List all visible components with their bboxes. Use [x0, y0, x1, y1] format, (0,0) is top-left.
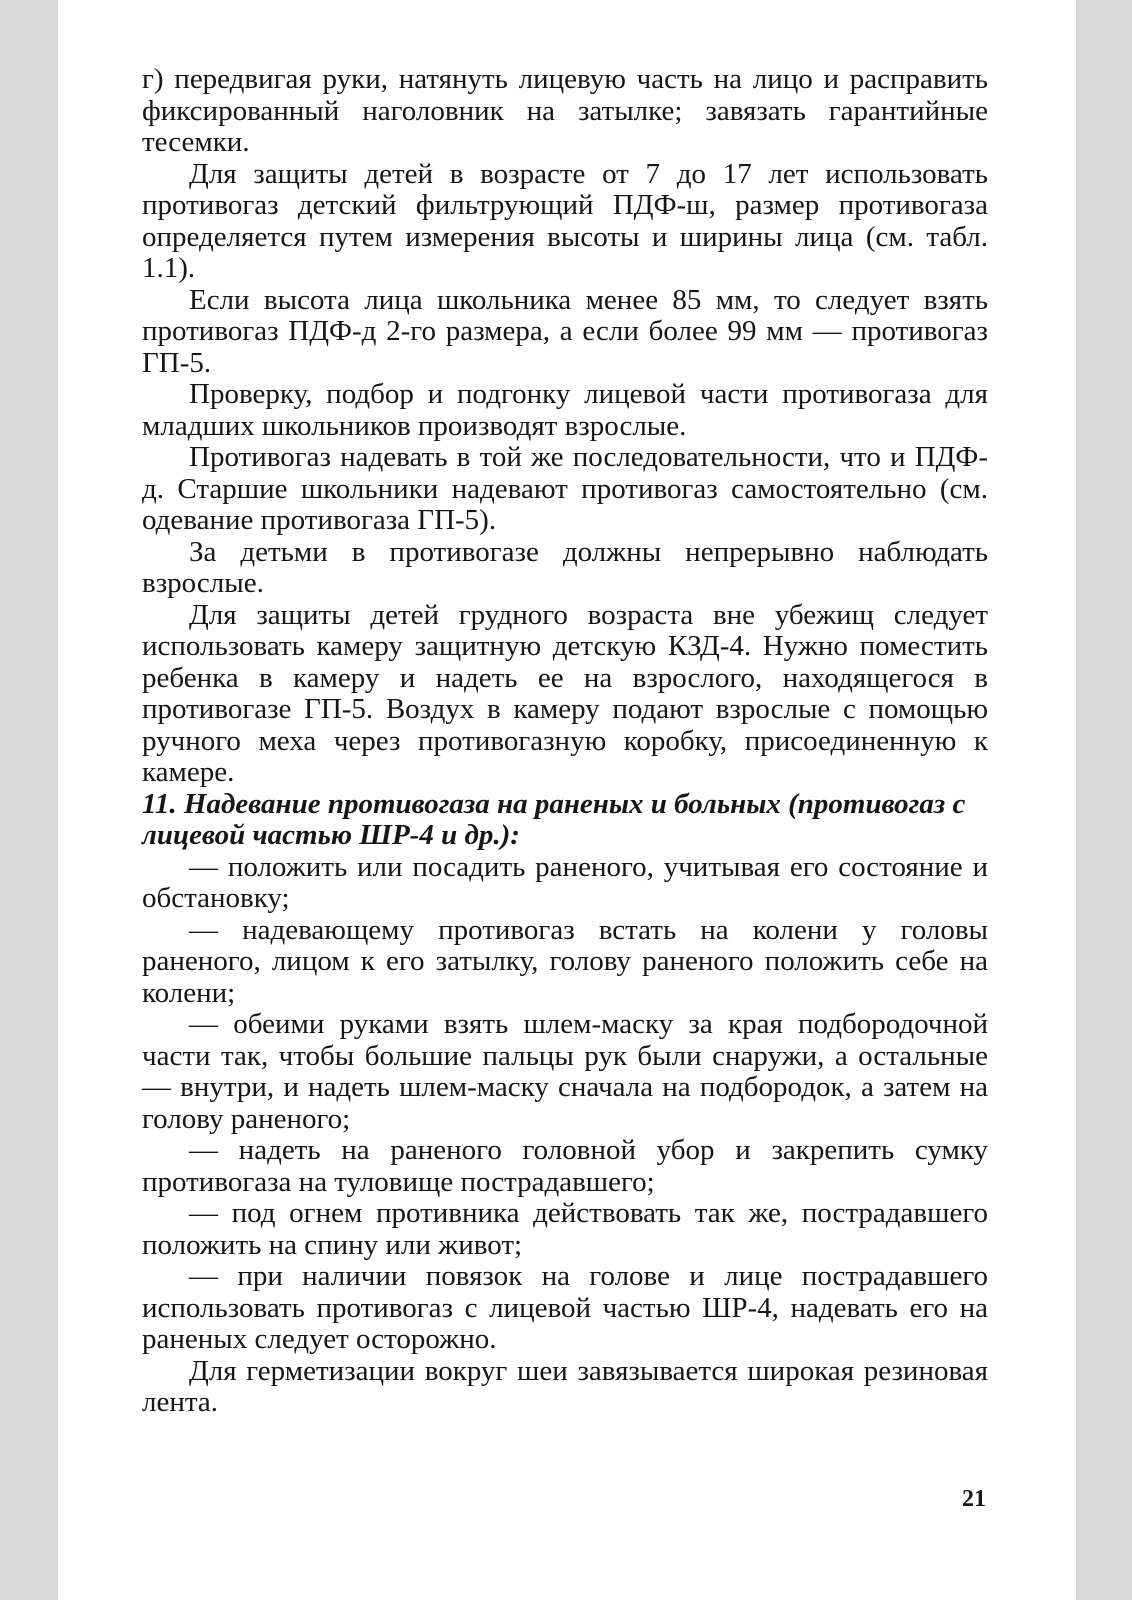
- list-item: — под огнем противника действовать так же, пострадавшего положить на спину или живот;: [142, 1197, 988, 1261]
- section-heading-wounded: 11. Надевание противогаза на раненых и больных (противогаз с лицевой частью ШР-4 и др.):: [142, 787, 966, 851]
- paragraph-face-height: Если высота лица школьника менее 85 мм, то следует взять противогаз ПДФ-д 2-го размера, а если более 99 мм — противогаз ГП-5.: [142, 283, 988, 379]
- list-item: — положить или посадить раненого, учитывая его состояние и обстановку;: [142, 850, 988, 914]
- paragraph-children-protection: Для защиты детей в возрасте от 7 до 17 лет использовать противогаз детский фильтрующий ПДФ-ш, размер противогаза определяется путем измерения высоты и ширины лица (см. табл. 1.1).: [142, 157, 988, 284]
- body-text: [142, 64, 988, 1419]
- list-item: — надевающему противогаз встать на колени у головы раненого, лицом к его затылку, голову раненого положить себе на колени;: [142, 913, 988, 1009]
- page-number: 21: [962, 1486, 986, 1512]
- paragraph-sealing: Для герметизации вокруг шеи завязывается широкая резиновая лента.: [142, 1354, 988, 1418]
- list-item: — при наличии повязок на голове и лице пострадавшего использовать противогаз с лицевой частью ШР-4, надевать его на раненых следует осторожно.: [142, 1260, 988, 1355]
- list-item: — обеими руками взять шлем-маску за края подбородочной части так, чтобы большие пальцы рук были снаружи, а остальные — внутри, и надеть шлем-маску сначала на подбородок, а затем на голову раненого;: [142, 1008, 988, 1135]
- paragraph-step-g: г) передвигая руки, натянуть лицевую часть на лицо и расправить фиксированный наголовник на затылке; завязать гарантийные тесемки.: [142, 63, 988, 158]
- list-item: — надеть на раненого головной убор и закрепить сумку противогаза на туловище пострадавшего;: [142, 1134, 988, 1198]
- book-page: [58, 0, 1076, 1600]
- paragraph-donning-order: Противогаз надевать в той же последовательности, что и ПДФ-д. Старшие школьники надевают противогаз самостоятельно (см. одевание противогаза ГП-5).: [142, 441, 988, 536]
- paragraph-infant-chamber: Для защиты детей грудного возраста вне убежищ следует использовать камеру защитную детскую КЗД-4. Нужно поместить ребенка в камеру и надеть ее на взрослого, находящегося в противогазе ГП-5. Воздух в камеру подают взрослые с помощью ручного меха через противогазную коробку, присоединенную к камере.: [142, 598, 988, 788]
- paragraph-supervision: За детьми в противогазе должны непрерывно наблюдать взрослые.: [142, 535, 988, 599]
- paragraph-fitting-check: Проверку, подбор и подгонку лицевой части противогаза для младших школьников производят взрослые.: [142, 378, 988, 442]
